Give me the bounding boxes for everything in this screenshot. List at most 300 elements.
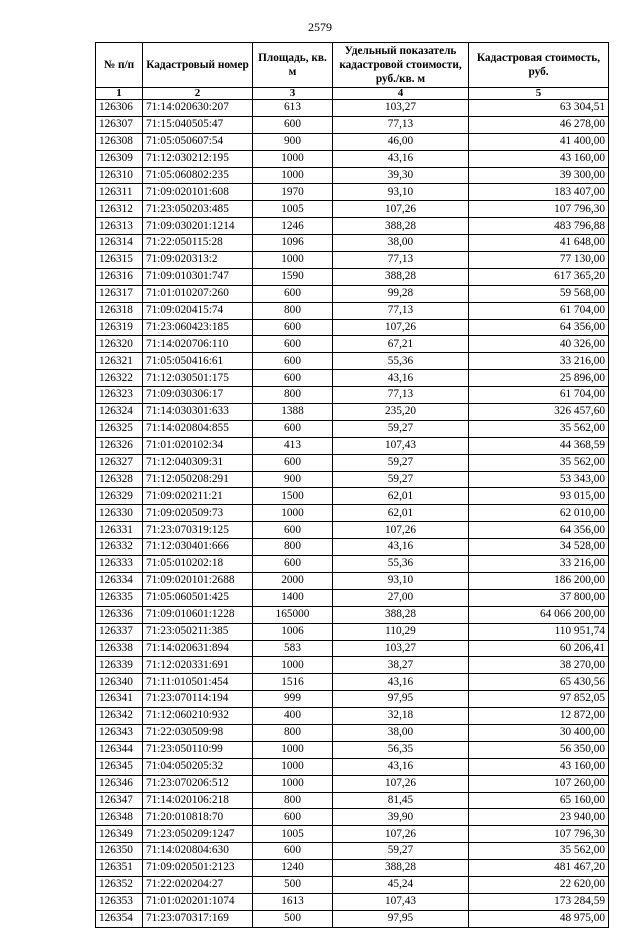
- specific-value-cell: 81,45: [333, 792, 469, 809]
- table-row: [96, 623, 609, 640]
- row-number-cell: 126312: [96, 201, 143, 218]
- cadastral-value-cell: 97 852,05: [469, 691, 609, 708]
- row-number-cell: 126324: [96, 404, 143, 421]
- area-cell: 900: [253, 133, 333, 150]
- area-cell: 613: [253, 100, 333, 117]
- cadastral-value-cell: 186 200,00: [469, 572, 609, 589]
- cadastral-value-cell: 62 010,00: [469, 505, 609, 522]
- cadastral-number-cell: 71:01:020102:34: [143, 437, 253, 454]
- specific-value-cell: 93,10: [333, 572, 469, 589]
- cadastral-value-cell: 48 975,00: [469, 910, 609, 927]
- cadastral-value-cell: 64 356,00: [469, 319, 609, 336]
- cadastral-number-cell: 71:20:010818:70: [143, 809, 253, 826]
- cadastral-number-cell: 71:09:020101:2688: [143, 572, 253, 589]
- cadastral-value-cell: 63 304,51: [469, 100, 609, 117]
- specific-value-cell: 77,13: [333, 252, 469, 269]
- cadastral-number-cell: 71:14:020804:855: [143, 420, 253, 437]
- specific-value-cell: 43,16: [333, 758, 469, 775]
- area-cell: 2000: [253, 572, 333, 589]
- cadastral-value-cell: 481 467,20: [469, 860, 609, 877]
- row-number-cell: 126332: [96, 539, 143, 556]
- cadastral-value-cell: 41 400,00: [469, 133, 609, 150]
- table-row: [96, 387, 609, 404]
- row-number-cell: 126338: [96, 640, 143, 657]
- area-cell: 413: [253, 437, 333, 454]
- area-cell: 600: [253, 556, 333, 573]
- specific-value-cell: 55,36: [333, 556, 469, 573]
- cadastral-value-cell: 64 066 200,00: [469, 606, 609, 623]
- area-cell: 1500: [253, 488, 333, 505]
- area-cell: 1400: [253, 589, 333, 606]
- cadastral-number-cell: 71:12:030212:195: [143, 150, 253, 167]
- column-number: 5: [469, 88, 609, 100]
- specific-value-cell: 43,16: [333, 539, 469, 556]
- table-row: [96, 184, 609, 201]
- cadastral-number-cell: 71:05:060501:425: [143, 589, 253, 606]
- cadastral-value-cell: 35 562,00: [469, 420, 609, 437]
- cadastral-number-cell: 71:01:010207:260: [143, 285, 253, 302]
- specific-value-cell: 388,28: [333, 268, 469, 285]
- column-number: 3: [253, 88, 333, 100]
- cadastral-number-cell: 71:12:020331:691: [143, 657, 253, 674]
- area-cell: 600: [253, 353, 333, 370]
- cadastral-number-cell: 71:23:070319:125: [143, 522, 253, 539]
- specific-value-cell: 235,20: [333, 404, 469, 421]
- area-cell: 800: [253, 792, 333, 809]
- table-row: [96, 741, 609, 758]
- area-cell: 1000: [253, 741, 333, 758]
- cadastral-number-cell: 71:05:050607:54: [143, 133, 253, 150]
- area-cell: 600: [253, 809, 333, 826]
- header-cadastral-value: Кадастровая стоимость, руб.: [469, 43, 609, 88]
- table-row: [96, 437, 609, 454]
- specific-value-cell: 59,27: [333, 420, 469, 437]
- cadastral-value-cell: 107 796,30: [469, 826, 609, 843]
- cadastral-number-cell: 71:14:020804:630: [143, 843, 253, 860]
- table-row: [96, 252, 609, 269]
- cadastral-number-cell: 71:23:050211:385: [143, 623, 253, 640]
- specific-value-cell: 107,26: [333, 319, 469, 336]
- row-number-cell: 126306: [96, 100, 143, 117]
- specific-value-cell: 77,13: [333, 116, 469, 133]
- specific-value-cell: 55,36: [333, 353, 469, 370]
- cadastral-value-cell: 43 160,00: [469, 758, 609, 775]
- area-cell: 1000: [253, 758, 333, 775]
- area-cell: 600: [253, 116, 333, 133]
- area-cell: 800: [253, 724, 333, 741]
- area-cell: 165000: [253, 606, 333, 623]
- area-cell: 600: [253, 336, 333, 353]
- table-row: [96, 218, 609, 235]
- cadastral-number-cell: 71:09:030201:1214: [143, 218, 253, 235]
- cadastral-value-cell: 65 160,00: [469, 792, 609, 809]
- cadastral-number-cell: 71:23:050203:485: [143, 201, 253, 218]
- area-cell: 1096: [253, 235, 333, 252]
- row-number-cell: 126315: [96, 252, 143, 269]
- cadastral-number-cell: 71:12:040309:31: [143, 454, 253, 471]
- specific-value-cell: 388,28: [333, 218, 469, 235]
- table-row: [96, 893, 609, 910]
- row-number-cell: 126336: [96, 606, 143, 623]
- table-row: [96, 809, 609, 826]
- cadastral-number-cell: 71:14:020631:894: [143, 640, 253, 657]
- cadastral-number-cell: 71:12:030501:175: [143, 370, 253, 387]
- cadastral-value-cell: 23 940,00: [469, 809, 609, 826]
- area-cell: 999: [253, 691, 333, 708]
- table-row: [96, 471, 609, 488]
- cadastral-value-cell: 77 130,00: [469, 252, 609, 269]
- cadastral-value-cell: 61 704,00: [469, 387, 609, 404]
- table-row: [96, 302, 609, 319]
- table-row: [96, 150, 609, 167]
- cadastral-value-cell: 107 796,30: [469, 201, 609, 218]
- cadastral-value-cell: 61 704,00: [469, 302, 609, 319]
- specific-value-cell: 46,00: [333, 133, 469, 150]
- table-row: [96, 319, 609, 336]
- cadastral-value-cell: 41 648,00: [469, 235, 609, 252]
- row-number-cell: 126320: [96, 336, 143, 353]
- specific-value-cell: 97,95: [333, 691, 469, 708]
- specific-value-cell: 39,90: [333, 809, 469, 826]
- column-number: 1: [96, 88, 143, 100]
- row-number-cell: 126335: [96, 589, 143, 606]
- table-row: [96, 285, 609, 302]
- cadastral-number-cell: 71:09:010301:747: [143, 268, 253, 285]
- table-row: [96, 572, 609, 589]
- specific-value-cell: 107,43: [333, 437, 469, 454]
- specific-value-cell: 107,26: [333, 522, 469, 539]
- row-number-cell: 126316: [96, 268, 143, 285]
- row-number-cell: 126330: [96, 505, 143, 522]
- cadastral-number-cell: 71:14:020706:110: [143, 336, 253, 353]
- row-number-cell: 126346: [96, 775, 143, 792]
- area-cell: 600: [253, 420, 333, 437]
- row-number-cell: 126347: [96, 792, 143, 809]
- cadastral-number-cell: 71:23:070114:194: [143, 691, 253, 708]
- area-cell: 1000: [253, 505, 333, 522]
- row-number-cell: 126343: [96, 724, 143, 741]
- cadastral-number-cell: 71:09:020501:2123: [143, 860, 253, 877]
- specific-value-cell: 97,95: [333, 910, 469, 927]
- cadastral-number-cell: 71:22:030509:98: [143, 724, 253, 741]
- cadastral-value-cell: 107 260,00: [469, 775, 609, 792]
- cadastral-value-cell: 35 562,00: [469, 843, 609, 860]
- specific-value-cell: 59,27: [333, 454, 469, 471]
- table-row: [96, 657, 609, 674]
- table-row: [96, 860, 609, 877]
- specific-value-cell: 107,26: [333, 201, 469, 218]
- row-number-cell: 126329: [96, 488, 143, 505]
- area-cell: 900: [253, 471, 333, 488]
- row-number-cell: 126341: [96, 691, 143, 708]
- table-row: [96, 420, 609, 437]
- row-number-cell: 126327: [96, 454, 143, 471]
- cadastral-value-cell: 30 400,00: [469, 724, 609, 741]
- area-cell: 1000: [253, 252, 333, 269]
- area-cell: 1388: [253, 404, 333, 421]
- row-number-cell: 126345: [96, 758, 143, 775]
- cadastral-number-cell: 71:12:050208:291: [143, 471, 253, 488]
- area-cell: 1000: [253, 775, 333, 792]
- cadastral-value-cell: 12 872,00: [469, 708, 609, 725]
- area-cell: 1970: [253, 184, 333, 201]
- row-number-cell: 126325: [96, 420, 143, 437]
- cadastral-value-cell: 53 343,00: [469, 471, 609, 488]
- cadastral-number-cell: 71:05:010202:18: [143, 556, 253, 573]
- specific-value-cell: 93,10: [333, 184, 469, 201]
- area-cell: 600: [253, 285, 333, 302]
- cadastral-value-cell: 59 568,00: [469, 285, 609, 302]
- area-cell: 800: [253, 539, 333, 556]
- cadastral-value-table: [95, 42, 609, 928]
- specific-value-cell: 45,24: [333, 876, 469, 893]
- cadastral-number-cell: 71:23:050209:1247: [143, 826, 253, 843]
- row-number-cell: 126350: [96, 843, 143, 860]
- cadastral-value-cell: 483 796,88: [469, 218, 609, 235]
- area-cell: 500: [253, 910, 333, 927]
- column-number: 4: [333, 88, 469, 100]
- table-row: [96, 539, 609, 556]
- cadastral-number-cell: 71:09:010601:1228: [143, 606, 253, 623]
- table-row: [96, 488, 609, 505]
- cadastral-value-cell: 93 015,00: [469, 488, 609, 505]
- specific-value-cell: 388,28: [333, 606, 469, 623]
- table-row: [96, 674, 609, 691]
- cadastral-value-cell: 44 368,59: [469, 437, 609, 454]
- row-number-cell: 126313: [96, 218, 143, 235]
- area-cell: 400: [253, 708, 333, 725]
- specific-value-cell: 107,26: [333, 775, 469, 792]
- area-cell: 1246: [253, 218, 333, 235]
- cadastral-value-cell: 38 270,00: [469, 657, 609, 674]
- table-row: [96, 792, 609, 809]
- table-row: [96, 100, 609, 117]
- row-number-cell: 126337: [96, 623, 143, 640]
- cadastral-value-cell: 46 278,00: [469, 116, 609, 133]
- area-cell: 1000: [253, 150, 333, 167]
- area-cell: 600: [253, 843, 333, 860]
- table-row: [96, 505, 609, 522]
- cadastral-number-cell: 71:23:070317:169: [143, 910, 253, 927]
- table-row: [96, 606, 609, 623]
- specific-value-cell: 77,13: [333, 302, 469, 319]
- area-cell: 600: [253, 370, 333, 387]
- area-cell: 1005: [253, 826, 333, 843]
- area-cell: 500: [253, 876, 333, 893]
- cadastral-number-cell: 71:14:020106:218: [143, 792, 253, 809]
- table-row: [96, 201, 609, 218]
- row-number-cell: 126314: [96, 235, 143, 252]
- table-row: [96, 843, 609, 860]
- table-row: [96, 910, 609, 927]
- specific-value-cell: 27,00: [333, 589, 469, 606]
- row-number-cell: 126339: [96, 657, 143, 674]
- row-number-cell: 126322: [96, 370, 143, 387]
- specific-value-cell: 59,27: [333, 843, 469, 860]
- area-cell: 800: [253, 387, 333, 404]
- row-number-cell: 126349: [96, 826, 143, 843]
- cadastral-number-cell: 71:05:060802:235: [143, 167, 253, 184]
- row-number-cell: 126352: [96, 876, 143, 893]
- row-number-cell: 126328: [96, 471, 143, 488]
- area-cell: 600: [253, 522, 333, 539]
- area-cell: 1005: [253, 201, 333, 218]
- specific-value-cell: 110,29: [333, 623, 469, 640]
- cadastral-number-cell: 71:01:020201:1074: [143, 893, 253, 910]
- row-number-cell: 126323: [96, 387, 143, 404]
- cadastral-value-cell: 326 457,60: [469, 404, 609, 421]
- table-row: [96, 235, 609, 252]
- table-row: [96, 775, 609, 792]
- table-row: [96, 454, 609, 471]
- row-number-cell: 126319: [96, 319, 143, 336]
- cadastral-value-cell: 43 160,00: [469, 150, 609, 167]
- row-number-cell: 126317: [96, 285, 143, 302]
- table-row: [96, 370, 609, 387]
- cadastral-number-cell: 71:09:020509:73: [143, 505, 253, 522]
- cadastral-value-cell: 37 800,00: [469, 589, 609, 606]
- cadastral-value-cell: 64 356,00: [469, 522, 609, 539]
- page-number: 2579: [308, 20, 332, 34]
- cadastral-value-cell: 60 206,41: [469, 640, 609, 657]
- area-cell: 1590: [253, 268, 333, 285]
- row-number-cell: 126344: [96, 741, 143, 758]
- specific-value-cell: 67,21: [333, 336, 469, 353]
- cadastral-value-cell: 183 407,00: [469, 184, 609, 201]
- table-row: [96, 589, 609, 606]
- area-cell: 1000: [253, 167, 333, 184]
- header-cadastral-number: Кадастровый номер: [143, 43, 253, 88]
- cadastral-number-cell: 71:09:020101:608: [143, 184, 253, 201]
- specific-value-cell: 32,18: [333, 708, 469, 725]
- specific-value-cell: 77,13: [333, 387, 469, 404]
- table-row: [96, 556, 609, 573]
- area-cell: 1516: [253, 674, 333, 691]
- cadastral-value-cell: 65 430,56: [469, 674, 609, 691]
- specific-value-cell: 107,26: [333, 826, 469, 843]
- cadastral-number-cell: 71:12:060210:932: [143, 708, 253, 725]
- row-number-cell: 126354: [96, 910, 143, 927]
- table-row: [96, 522, 609, 539]
- row-number-cell: 126309: [96, 150, 143, 167]
- cadastral-value-cell: 25 896,00: [469, 370, 609, 387]
- cadastral-number-cell: 71:09:020211:21: [143, 488, 253, 505]
- cadastral-value-cell: 34 528,00: [469, 539, 609, 556]
- area-cell: 1000: [253, 657, 333, 674]
- cadastral-number-cell: 71:22:050115:28: [143, 235, 253, 252]
- header-row: [96, 43, 609, 88]
- cadastral-number-cell: 71:15:040505:47: [143, 116, 253, 133]
- row-number-cell: 126348: [96, 809, 143, 826]
- specific-value-cell: 59,27: [333, 471, 469, 488]
- cadastral-number-cell: 71:05:050416:61: [143, 353, 253, 370]
- row-number-cell: 126334: [96, 572, 143, 589]
- column-number: 2: [143, 88, 253, 100]
- cadastral-number-cell: 71:09:020415:74: [143, 302, 253, 319]
- cadastral-value-cell: 33 216,00: [469, 556, 609, 573]
- specific-value-cell: 39,30: [333, 167, 469, 184]
- table-row: [96, 708, 609, 725]
- cadastral-value-cell: 617 365,20: [469, 268, 609, 285]
- area-cell: 1240: [253, 860, 333, 877]
- specific-value-cell: 56,35: [333, 741, 469, 758]
- cadastral-value-cell: 173 284,59: [469, 893, 609, 910]
- cadastral-number-cell: 71:22:020204:27: [143, 876, 253, 893]
- specific-value-cell: 103,27: [333, 100, 469, 117]
- table-row: [96, 758, 609, 775]
- row-number-cell: 126307: [96, 116, 143, 133]
- area-cell: 600: [253, 454, 333, 471]
- row-number-cell: 126318: [96, 302, 143, 319]
- cadastral-number-cell: 71:23:060423:185: [143, 319, 253, 336]
- specific-value-cell: 38,00: [333, 235, 469, 252]
- cadastral-value-cell: 39 300,00: [469, 167, 609, 184]
- area-cell: 800: [253, 302, 333, 319]
- table-row: [96, 724, 609, 741]
- specific-value-cell: 43,16: [333, 674, 469, 691]
- table-row: [96, 336, 609, 353]
- table-row: [96, 167, 609, 184]
- row-number-cell: 126308: [96, 133, 143, 150]
- table-row: [96, 826, 609, 843]
- specific-value-cell: 43,16: [333, 150, 469, 167]
- specific-value-cell: 62,01: [333, 488, 469, 505]
- area-cell: 1006: [253, 623, 333, 640]
- table-row: [96, 353, 609, 370]
- cadastral-number-cell: 71:09:030306:17: [143, 387, 253, 404]
- table-row: [96, 116, 609, 133]
- cadastral-value-cell: 22 620,00: [469, 876, 609, 893]
- cadastral-value-cell: 56 350,00: [469, 741, 609, 758]
- row-number-cell: 126351: [96, 860, 143, 877]
- table-row: [96, 404, 609, 421]
- header-row-number: № п/п: [96, 43, 143, 88]
- column-number-row: [96, 88, 609, 100]
- cadastral-value-cell: 35 562,00: [469, 454, 609, 471]
- cadastral-number-cell: 71:04:050205:32: [143, 758, 253, 775]
- cadastral-number-cell: 71:11:010501:454: [143, 674, 253, 691]
- specific-value-cell: 38,00: [333, 724, 469, 741]
- specific-value-cell: 62,01: [333, 505, 469, 522]
- specific-value-cell: 388,28: [333, 860, 469, 877]
- area-cell: 1613: [253, 893, 333, 910]
- row-number-cell: 126310: [96, 167, 143, 184]
- cadastral-number-cell: 71:14:020630:207: [143, 100, 253, 117]
- table-row: [96, 640, 609, 657]
- row-number-cell: 126353: [96, 893, 143, 910]
- table-row: [96, 268, 609, 285]
- specific-value-cell: 99,28: [333, 285, 469, 302]
- cadastral-number-cell: 71:14:030301:633: [143, 404, 253, 421]
- specific-value-cell: 103,27: [333, 640, 469, 657]
- row-number-cell: 126321: [96, 353, 143, 370]
- cadastral-number-cell: 71:09:020313:2: [143, 252, 253, 269]
- table-body: [96, 100, 609, 928]
- cadastral-number-cell: 71:12:030401:666: [143, 539, 253, 556]
- area-cell: 583: [253, 640, 333, 657]
- table-row: [96, 133, 609, 150]
- area-cell: 600: [253, 319, 333, 336]
- specific-value-cell: 43,16: [333, 370, 469, 387]
- table-row: [96, 691, 609, 708]
- row-number-cell: 126331: [96, 522, 143, 539]
- row-number-cell: 126326: [96, 437, 143, 454]
- cadastral-value-cell: 110 951,74: [469, 623, 609, 640]
- row-number-cell: 126342: [96, 708, 143, 725]
- specific-value-cell: 38,27: [333, 657, 469, 674]
- cadastral-number-cell: 71:23:050110:99: [143, 741, 253, 758]
- row-number-cell: 126340: [96, 674, 143, 691]
